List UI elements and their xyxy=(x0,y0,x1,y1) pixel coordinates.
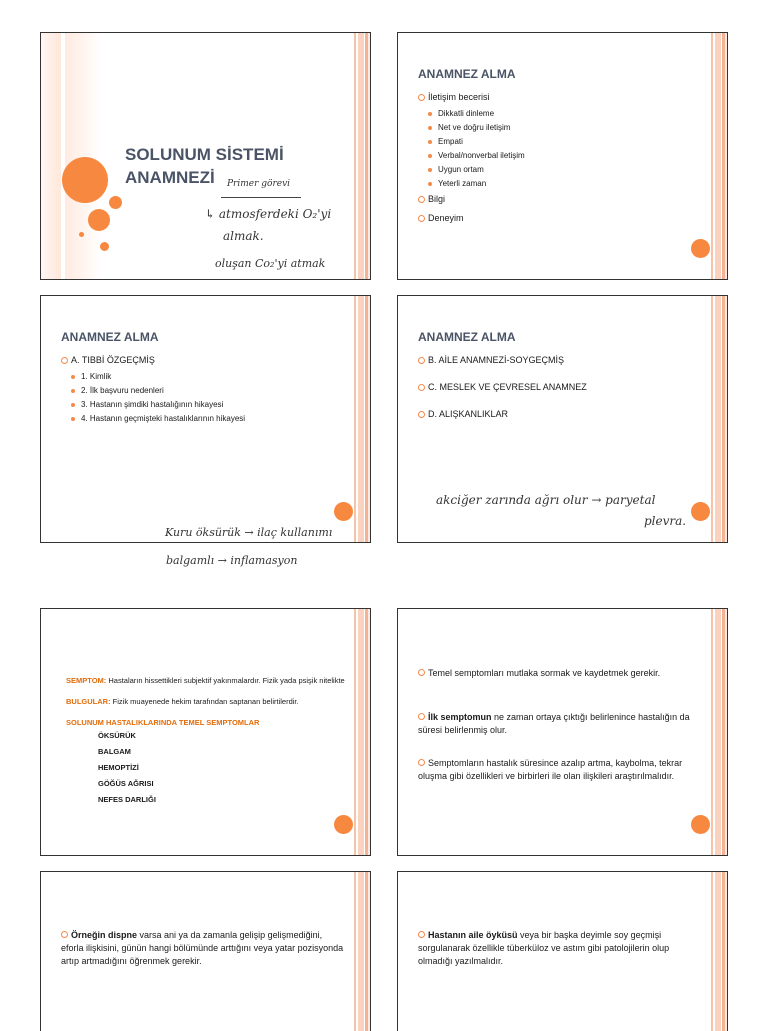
right-stripes-decoration xyxy=(709,33,727,279)
corner-circle-decoration xyxy=(691,815,710,834)
slide-7 xyxy=(40,871,371,1031)
bullet-ring-icon xyxy=(418,215,425,222)
paragraph: Örneğin dispne varsa ani ya da zamanla gelişip gelişmediğini, eforla ilişkisini, günün hangi bölümünde arttığını veya yatar pozisyonda artıp artmadığını öğrenmek gerekir. xyxy=(61,930,344,966)
slide-title: ANAMNEZ ALMA xyxy=(61,330,159,344)
bullet-list xyxy=(418,91,699,229)
slide-2 xyxy=(397,32,728,280)
bullet-dot-icon xyxy=(71,375,75,379)
slide-6 xyxy=(397,608,728,856)
left-stripes-decoration xyxy=(41,33,101,279)
paragraph: Temel semptomları mutlaka sormak ve kaydetmek gerekir. xyxy=(418,667,701,680)
bullet-item: B. AİLE ANAMNEZİ-SOYGEÇMİŞ xyxy=(418,354,699,367)
sub-bullet-item: 2. İlk başvuru nedenleri xyxy=(71,385,342,396)
handwritten-note: Kuru öksürük → ilaç kullanımı xyxy=(165,526,333,539)
symptom-item: HEMOPTİZİ xyxy=(98,763,139,772)
sub-bullet-item: Dikkatli dinleme xyxy=(428,108,699,119)
paragraph: Hastanın aile öyküsü veya bir başka deyimle soy geçmişi sorgulanarak özellikle tüberküloz ve astım gibi patolojilerin olup olmadığı yazılmalıdır. xyxy=(418,930,670,966)
symptom-item: NEFES DARLIĞI xyxy=(98,795,156,804)
presentation-title: SOLUNUM SİSTEMİ ANAMNEZİ xyxy=(125,145,284,187)
slide-1 xyxy=(40,32,371,280)
handwritten-note: oluşan Co₂'yi atmak xyxy=(215,257,326,270)
right-stripes-decoration xyxy=(352,296,370,542)
paragraph: Semptomların hastalık süresince azalıp artma, kaybolma, tekrar oluşma gibi özellikleri ve birbirleri ile olan ilişkileri araştırılmalıdır. xyxy=(418,758,683,781)
bullet-item: İletişim becerisi xyxy=(418,91,699,104)
right-stripes-decoration xyxy=(352,609,370,855)
bullet-ring-icon xyxy=(418,759,425,766)
bullet-ring-icon xyxy=(418,669,425,676)
tiny-circle-decoration xyxy=(79,232,84,237)
corner-circle-decoration xyxy=(691,502,710,521)
slide-4 xyxy=(397,295,728,543)
bullet-ring-icon xyxy=(61,357,68,364)
sub-bullet-item: 1. Kimlik xyxy=(71,371,342,382)
slide-title: ANAMNEZ ALMA xyxy=(418,67,516,81)
sub-bullet-item: 3. Hastanın şimdiki hastalığının hikayesi xyxy=(71,399,342,410)
sub-bullet-item: Uygun ortam xyxy=(428,164,699,175)
symptom-item: ÖKSÜRÜK xyxy=(98,731,136,740)
handwritten-note: Primer görevi xyxy=(227,179,291,189)
handwritten-note: almak. xyxy=(223,229,264,243)
slide-5 xyxy=(40,608,371,856)
bullet-dot-icon xyxy=(71,403,75,407)
bullet-dot-icon xyxy=(428,112,432,116)
bullet-dot-icon xyxy=(428,154,432,158)
bulgular-definition: BULGULAR: Fizik muayenede hekim tarafından saptanan belirtilerdir. xyxy=(66,697,299,706)
bullet-item: Bilgi xyxy=(418,193,699,206)
right-stripes-decoration xyxy=(352,872,370,1031)
bullet-ring-icon xyxy=(418,713,425,720)
sub-bullet-item: Empati xyxy=(428,136,699,147)
corner-circle-decoration xyxy=(334,502,353,521)
bullet-dot-icon xyxy=(428,126,432,130)
handwritten-note: akciğer zarında ağrı olur → paryetal xyxy=(436,493,656,507)
bullet-dot-icon xyxy=(71,389,75,393)
small-circle-decoration xyxy=(109,196,122,209)
bullet-item: D. ALIŞKANLIKLAR xyxy=(418,408,699,421)
sub-bullet-item: Net ve doğru iletişim xyxy=(428,122,699,133)
paragraph: İlk semptomun ne zaman ortaya çıktığı belirlenince hastalığın da süresi belirlenmiş olur. xyxy=(418,712,690,735)
slide-body xyxy=(66,675,346,808)
bullet-item: Deneyim xyxy=(418,212,699,225)
slide-title: ANAMNEZ ALMA xyxy=(418,330,516,344)
bullet-ring-icon xyxy=(61,931,68,938)
slide-3 xyxy=(40,295,371,543)
symptom-item: GÖĞÜS AĞRISI xyxy=(98,779,154,788)
bullet-dot-icon xyxy=(428,168,432,172)
bullet-item: A. TIBBİ ÖZGEÇMİŞ xyxy=(61,354,342,367)
bullet-ring-icon xyxy=(418,357,425,364)
symptom-item: BALGAM xyxy=(98,747,131,756)
bullet-dot-icon xyxy=(428,140,432,144)
bullet-ring-icon xyxy=(418,411,425,418)
handwritten-note: ↳ atmosferdeki O₂'yi xyxy=(205,207,332,221)
right-stripes-decoration xyxy=(352,33,370,279)
large-circle-decoration xyxy=(62,157,108,203)
bullet-dot-icon xyxy=(428,182,432,186)
bullet-ring-icon xyxy=(418,931,425,938)
bullet-list xyxy=(418,354,699,425)
symptoms-heading: SOLUNUM HASTALIKLARINDA TEMEL SEMPTOMLAR xyxy=(66,718,260,727)
bullet-ring-icon xyxy=(418,94,425,101)
sub-bullet-item: 4. Hastanın geçmişteki hastalıklarının hikayesi xyxy=(71,413,342,424)
bullet-ring-icon xyxy=(418,384,425,391)
sub-bullet-item: Yeterli zaman xyxy=(428,178,699,189)
small-circle-decoration xyxy=(100,242,109,251)
right-stripes-decoration xyxy=(709,872,727,1031)
slide-8 xyxy=(397,871,728,1031)
medium-circle-decoration xyxy=(88,209,110,231)
bullet-list xyxy=(61,354,342,427)
sub-bullet-item: Verbal/nonverbal iletişim xyxy=(428,150,699,161)
handwritten-note: plevra. xyxy=(644,514,687,528)
corner-circle-decoration xyxy=(334,815,353,834)
bullet-dot-icon xyxy=(71,417,75,421)
handwritten-underline xyxy=(221,197,301,198)
corner-circle-decoration xyxy=(691,239,710,258)
right-stripes-decoration xyxy=(709,296,727,542)
bullet-item: C. MESLEK VE ÇEVRESEL ANAMNEZ xyxy=(418,381,699,394)
bullet-ring-icon xyxy=(418,196,425,203)
right-stripes-decoration xyxy=(709,609,727,855)
semptom-definition: SEMPTOM: Hastaların hissettikleri subjektif yakınmalardır. Fizik yada psişik nitelikte xyxy=(66,676,345,685)
handwritten-note: balgamlı → inflamasyon xyxy=(166,554,298,567)
